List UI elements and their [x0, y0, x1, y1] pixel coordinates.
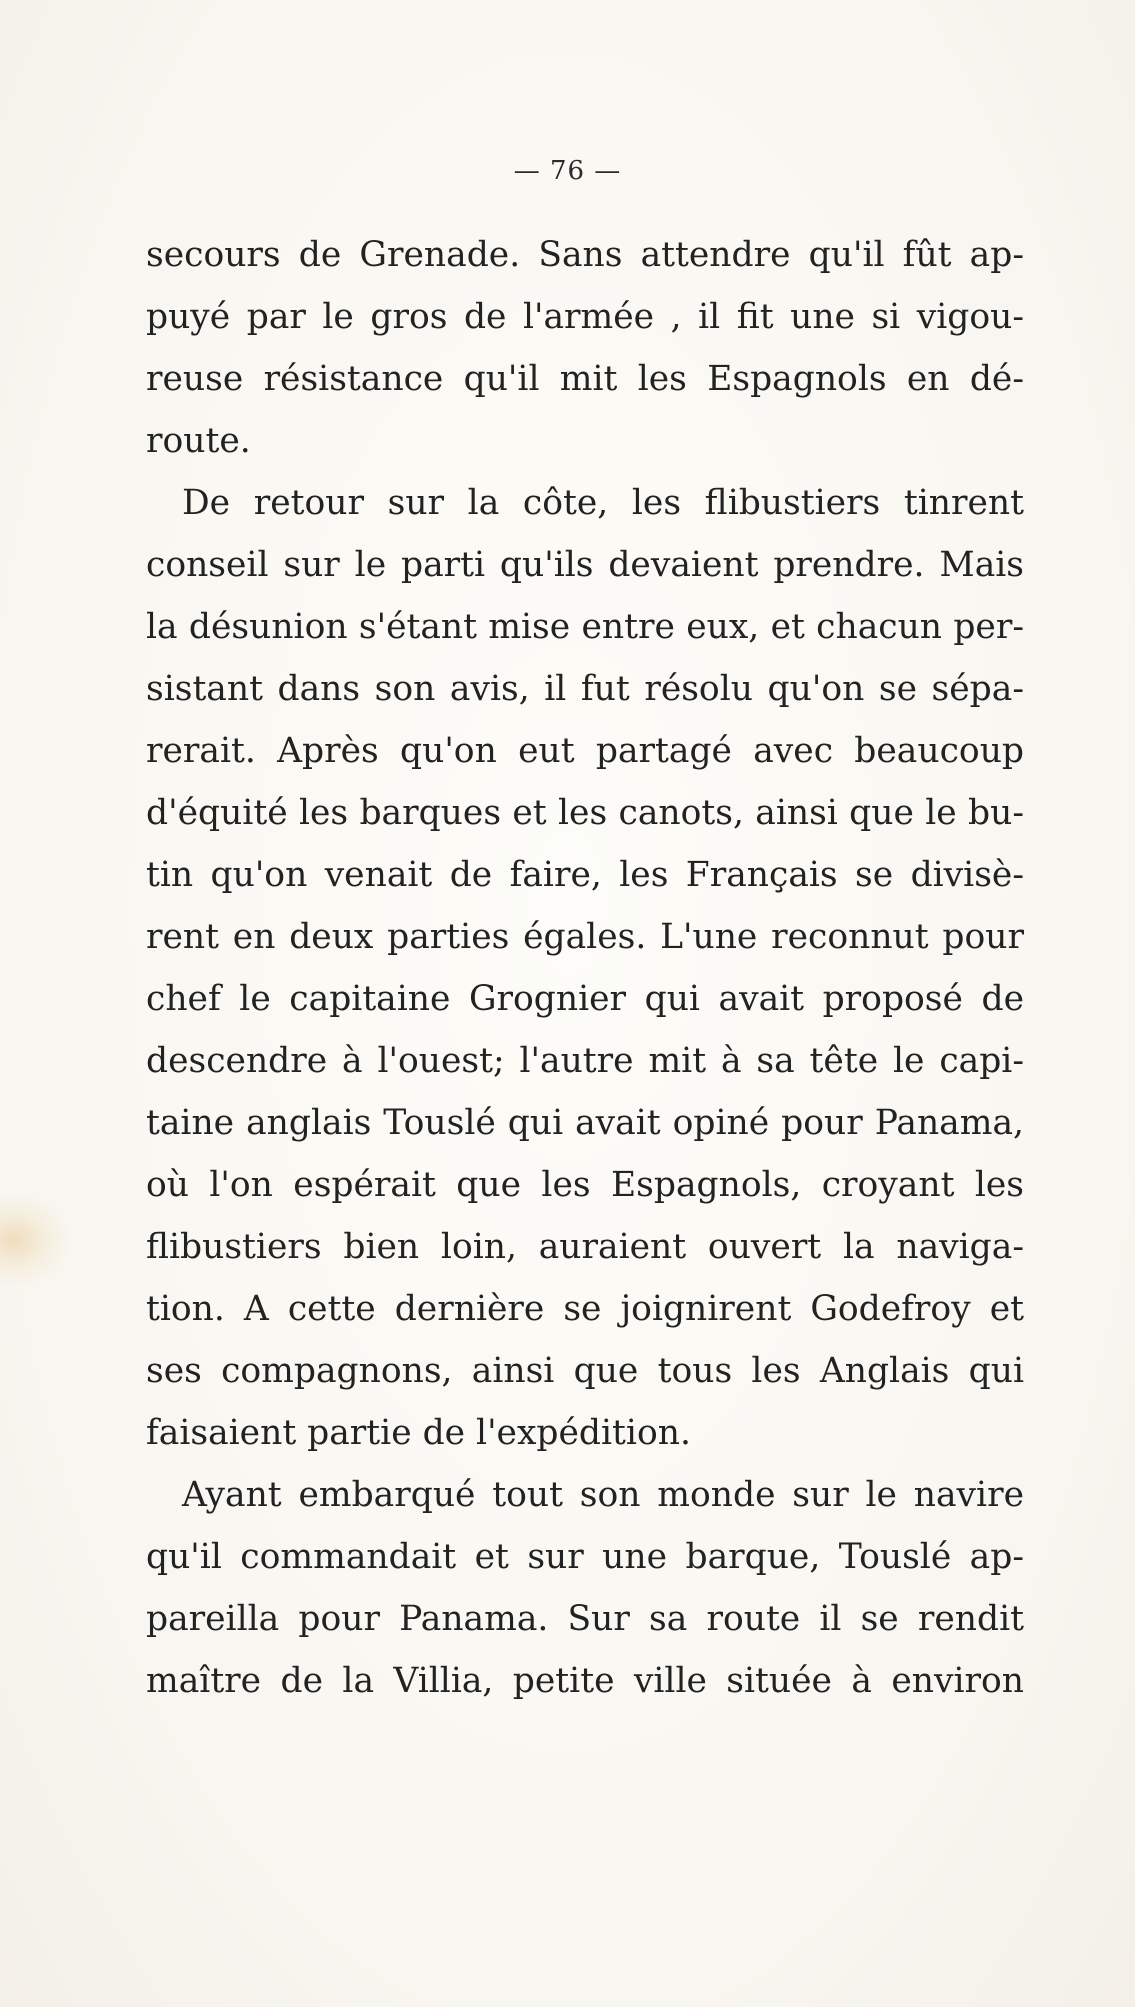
- text-line: descendre à l'ouest; l'autre mit à sa tête le capi-: [146, 1041, 1024, 1081]
- text-line: faisaient partie de l'expédition.: [146, 1413, 691, 1453]
- text-line: taine anglais Touslé qui avait opiné pour Panama,: [146, 1103, 1024, 1143]
- text-line: Ayant embarqué tout son monde sur le navire: [182, 1475, 1024, 1515]
- text-line: tin qu'on venait de faire, les Français se divisè-: [146, 855, 1024, 895]
- text-line: la désunion s'étant mise entre eux, et chacun per-: [146, 607, 1024, 647]
- paper-stain: [0, 1195, 70, 1285]
- text-line: rerait. Après qu'on eut partagé avec beaucoup: [146, 731, 1024, 771]
- body-text: [146, 224, 1024, 1712]
- text-line: chef le capitaine Grognier qui avait proposé de: [146, 979, 1024, 1019]
- text-line: conseil sur le parti qu'ils devaient prendre. Mais: [146, 545, 1024, 585]
- text-line: pareilla pour Panama. Sur sa route il se rendit: [146, 1599, 1024, 1639]
- text-line: où l'on espérait que les Espagnols, croyant les: [146, 1165, 1024, 1205]
- page-number: — 76 —: [513, 156, 622, 186]
- text-line: reuse résistance qu'il mit les Espagnols en dé-: [146, 359, 1024, 399]
- text-line: d'équité les barques et les canots, ainsi que le bu-: [146, 793, 1024, 833]
- text-line: puyé par le gros de l'armée , il fit une si vigou-: [146, 297, 1024, 337]
- text-line: ses compagnons, ainsi que tous les Anglais qui: [146, 1351, 1024, 1391]
- text-line: maître de la Villia, petite ville située à environ: [146, 1661, 1024, 1701]
- text-line: rent en deux parties égales. L'une reconnut pour: [146, 917, 1024, 957]
- text-line: flibustiers bien loin, auraient ouvert la naviga-: [146, 1227, 1024, 1267]
- text-line: secours de Grenade. Sans attendre qu'il fût ap-: [146, 235, 1024, 275]
- text-line: route.: [146, 421, 251, 461]
- text-line: tion. A cette dernière se joignirent Godefroy et: [146, 1289, 1024, 1329]
- text-line: De retour sur la côte, les flibustiers tinrent: [182, 483, 1024, 523]
- text-line: qu'il commandait et sur une barque, Touslé ap-: [146, 1537, 1024, 1577]
- text-line: sistant dans son avis, il fut résolu qu'on se sépa-: [146, 669, 1024, 709]
